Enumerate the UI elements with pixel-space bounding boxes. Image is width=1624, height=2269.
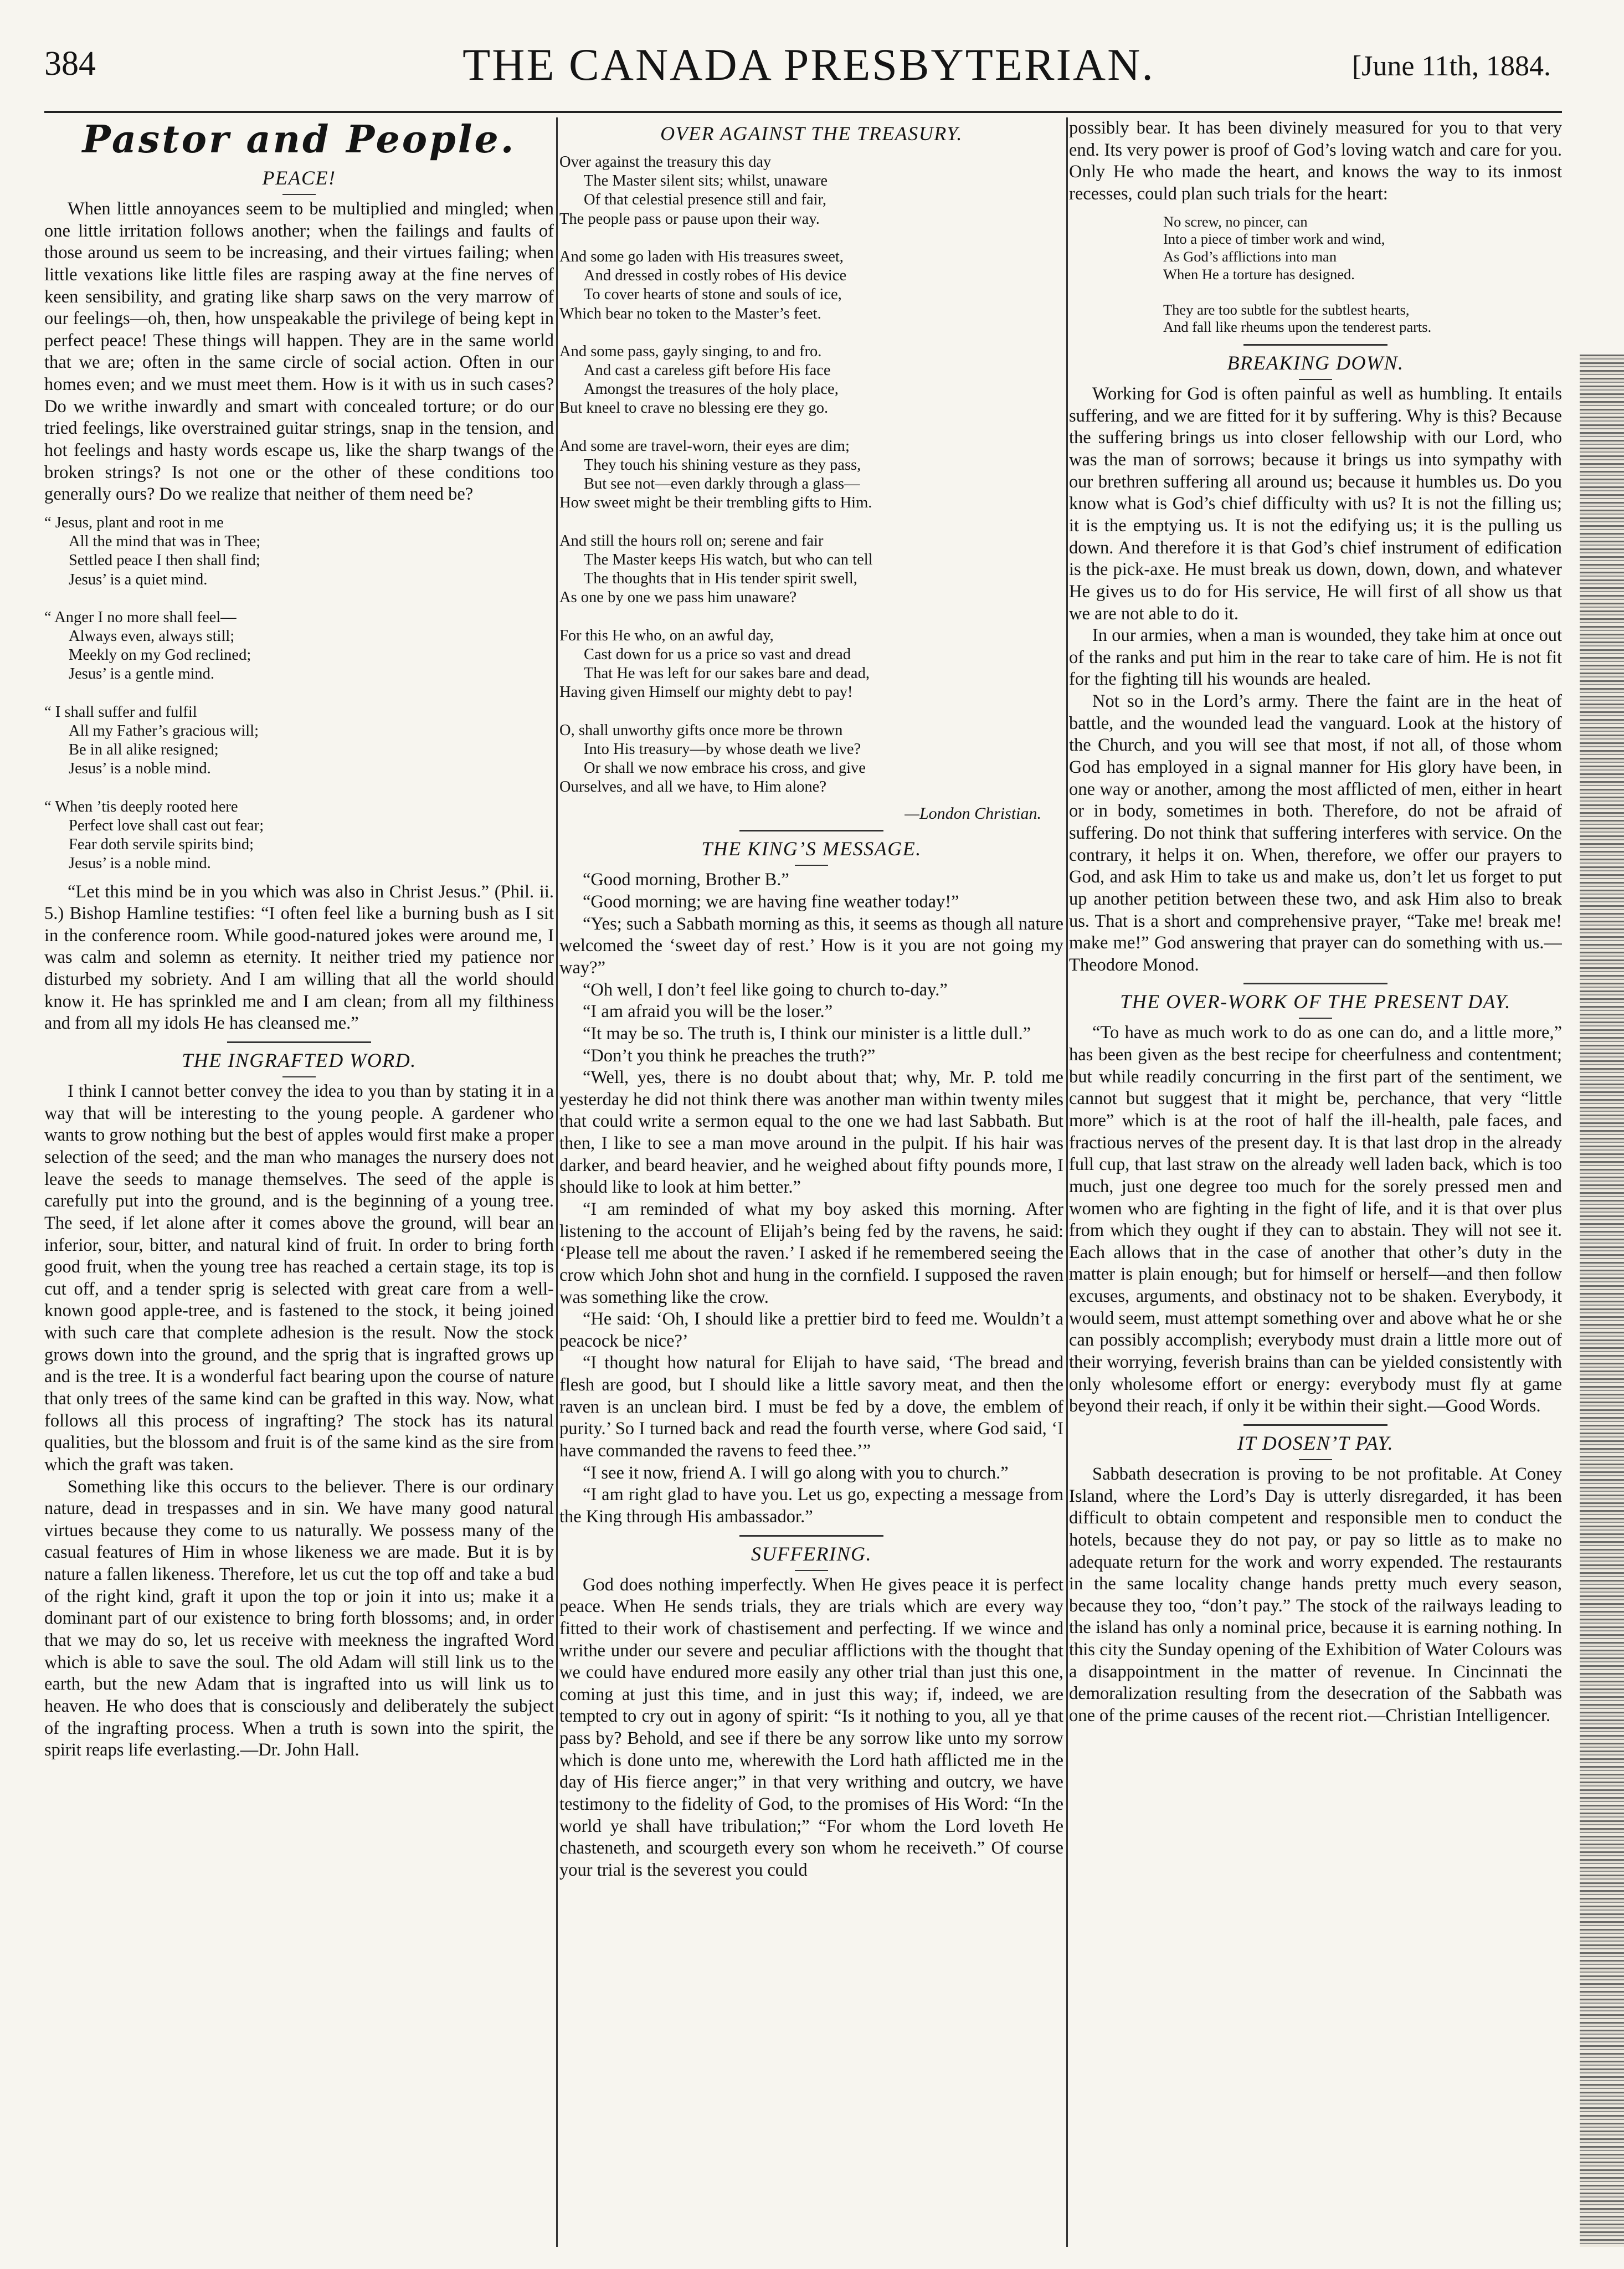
poem-attribution: —London Christian. — [904, 804, 1041, 823]
verse-line — [44, 684, 554, 703]
verse-line: Having given Himself our mighty debt to pay! — [559, 684, 853, 701]
verse-line: Always even, always still; — [69, 628, 235, 645]
dialogue-paragraph: “I am right glad to have you. Let us go, expecting a message from the King through His ambassador.” — [559, 1485, 1063, 1527]
verse-line: They are too subtle for the subtlest hearts, — [1163, 301, 1410, 318]
verse-line: As God’s afflictions into man — [1163, 248, 1337, 265]
verse-line: And cast a careless gift before His face — [584, 362, 831, 379]
dialogue-paragraph: “Oh well, I don’t feel like going to church to-day.” — [583, 979, 948, 1000]
verse-line: And still the hours roll on; serene and fair — [559, 532, 824, 550]
verse-line: Jesus’ is a noble mind. — [69, 760, 211, 778]
title-rule — [1299, 1018, 1332, 1019]
verse-line: Of that celestial presence still and fair, — [584, 191, 827, 209]
column-1 — [44, 117, 554, 2252]
dialogue-paragraph: “Don’t you think he preaches the truth?” — [583, 1045, 876, 1066]
verse-line — [559, 702, 1063, 721]
newspaper-title: THE CANADA PRESBYTERIAN. — [462, 39, 1155, 90]
verse-line: “ When ’tis deeply rooted here — [44, 798, 238, 815]
verse-line: Which bear no token to the Master’s feet. — [559, 305, 821, 322]
verse-line: The Master keeps His watch, but who can tell — [584, 551, 873, 568]
article-paragraph: “Let this mind be in you which was also in Christ Jesus.” (Phil. ii. 5.) Bishop Hamline testifies: “I often feel like a burning bush as I sit in the conference room. While good-natured jokes were around me, I was calm and solemn as eternity. It neither tried my patience nor disturbed my sobriety. And I am willing that all the world should know it. He has sprinkled me and I am clean; from all my filthiness and from all my idols He has cleansed me.” — [44, 881, 554, 1034]
verse-line: Be in all alike resigned; — [69, 741, 219, 759]
quoted-verse — [1069, 213, 1562, 337]
verse-line: Ourselves, and all we have, to Him alone? — [559, 778, 826, 796]
verse-line — [559, 608, 1063, 627]
verse-line: Fear doth servile spirits bind; — [69, 836, 254, 854]
dialogue-paragraph: “Good morning, Brother B.” — [583, 870, 789, 890]
dialogue-paragraph: “Well, yes, there is no doubt about that; why, Mr. P. told me yesterday he did not think there was another man within twenty miles that could write a sermon equal to the one we had last Sabbath. But then, I like to see a man move around in the pulpit. If his hair was darker, and beard heavier, and he weighed about fifty pounds more, I should like to look at him better.” — [559, 1067, 1063, 1198]
dialogue — [559, 869, 1063, 1528]
article-paragraph: Working for God is often painful as well as humbling. It entails suffering, and we are fitted for it by suffering. Why is this? Because the suffering brings us into closer fellowship with our Lord, who was the man of sorrows; because it brings us into sympathy with our brethren suffering all around us; because it humbles us. Do you know what is God’s chief difficulty with us? It is not the filling us; it is the emptying us. It is not the edifying us; it is the pulling us down. And therefore it is that God’s chief instrument of edification is the pick-axe. He must break us down, down, down, and whatever He gives us to do for His service, He will first of all show us that we are not able to do it. — [1069, 384, 1562, 624]
column-divider — [1066, 117, 1068, 2247]
verse-line: Into His treasury—by whose death we live? — [584, 740, 861, 758]
section-rule — [1243, 344, 1387, 346]
section-banner: Pastor and People. — [82, 117, 516, 162]
title-rule — [795, 865, 828, 866]
verse-line: And fall like rheums upon the tenderest parts. — [1163, 319, 1432, 336]
verse-line: As one by one we pass him unaware? — [559, 589, 797, 607]
verse-line — [559, 229, 1063, 248]
verse-line: They touch his shining vesture as they pass, — [584, 456, 861, 474]
article-title: THE OVER-WORK OF THE PRESENT DAY. — [1120, 990, 1511, 1013]
dialogue-paragraph: “Good morning; we are having fine weather today!” — [583, 892, 959, 912]
article-paragraph: God does nothing imperfectly. When He gives peace it is perfect peace. When He sends trials, they are trials which are every way fitted to their work of chastisement and perfecting. If we wince and writhe under our severe and peculiar afflictions with the thought that we could have endured more easily any other trial than just this one, coming at just this time, and in just this way; if, indeed, we are tempted to cry out in agony of spirit: “Is it nothing to you, all ye that pass by? Behold, and see if there be any sorrow like unto my sorrow which is done unto me, wherewith the Lord hath afflicted me in the day of His fierce anger;” in that very writhing and outcry, we have testimony to the fidelity of God, to the promises of His Word: “In the world ye shall have tribulation;” “For whom the Lord loveth He chasteneth, and scourgeth every son whom he receiveth.” Of course your trial is the severest you could — [559, 1574, 1063, 1880]
verse-line: That He was left for our sakes bare and dead, — [584, 665, 870, 682]
verse-line: And dressed in costly robes of His device — [584, 267, 847, 285]
verse-line: Jesus’ is a quiet mind. — [69, 571, 208, 588]
verse-line — [559, 418, 1063, 437]
page-number: 384 — [44, 45, 96, 83]
section-rule — [1243, 983, 1387, 984]
verse-line: And some go laden with His treasures sweet, — [559, 248, 844, 265]
dialogue-paragraph: “I am reminded of what my boy asked this morning. After listening to the account of Elijah’s being fed by the ravens, he said: ‘Please tell me about the raven.’ I asked if he remembered seeing the crow which John shot and hung in the cornfield. I supposed the raven was something like the crow. — [559, 1199, 1063, 1307]
title-rule — [1299, 379, 1332, 380]
verse-line: For this He who, on an awful day, — [559, 627, 774, 644]
verse-line: And some are travel-worn, their eyes are dim; — [559, 437, 850, 455]
verse-line: O, shall unworthy gifts once more be thrown — [559, 721, 843, 739]
verse-line: “ Jesus, plant and root in me — [44, 514, 224, 531]
title-rule — [795, 1570, 828, 1571]
verse-line: Jesus’ is a noble mind. — [69, 855, 211, 872]
verse-line: When He a torture has designed. — [1163, 265, 1355, 283]
verse-line — [1163, 284, 1562, 301]
verse-line — [559, 324, 1063, 342]
section-rule — [1243, 1424, 1387, 1426]
section-rule — [739, 830, 883, 831]
scan-edge-texture — [1580, 355, 1624, 2247]
column-3 — [1069, 117, 1562, 2252]
dialogue-paragraph: “I am afraid you will be the loser.” — [583, 1002, 833, 1022]
poem-verses — [559, 153, 1063, 797]
verse-line: The people pass or pause upon their way. — [559, 210, 820, 228]
dialogue-paragraph: “Yes; such a Sabbath morning as this, it seems as though all nature welcomed the ‘sweet day of rest.’ How is it you are not going my way?” — [559, 913, 1063, 978]
section-rule — [227, 1041, 371, 1043]
title-rule — [282, 1076, 316, 1077]
hymn-verses — [44, 514, 554, 874]
article-title: THE INGRAFTED WORD. — [182, 1049, 417, 1072]
title-rule — [1299, 1459, 1332, 1460]
article-paragraph: “To have as much work to do as one can do, and a little more,” has been given as the best recipe for cheerfulness and contentment; but while readily concurring in the first part of the sentiment, we cannot but suggest that it might be, perchance, that very “little more” which is at the root of half the ill-health, pale faces, and fractious nerves of the present day. It is that last drop in the already full cup, that last straw on the already well laden back, which is too much, just one degree too much for the sorely pressed men and women who are fighting in the fight of life, and it is that over plus from which they ought if they can to abstain. They will not see it. Each allows that in the case of another that other’s duty in the matter is plain enough; but for himself or herself—and then follow excuses, arguments, and obstinacy not to be shaken. Everybody, it would seem, must attempt something over and above what he or she can possibly accomplish; everybody must drain a little more out of their worrying, feverish brains than can be yielded consistently with only wholesome effort or energy: everybody must fly at game beyond their reach, if only it be within their sight.—Good Words. — [1069, 1023, 1562, 1416]
verse-line: Amongst the treasures of the holy place, — [584, 381, 839, 398]
masthead — [22, 39, 1595, 105]
verse-line: And some pass, gayly singing, to and fro. — [559, 342, 822, 360]
verse-line: Over against the treasury this day — [559, 153, 772, 171]
verse-line: All my Father’s gracious will; — [69, 722, 259, 740]
verse-line: The Master silent sits; whilst, unaware — [584, 172, 828, 190]
verse-line — [44, 589, 554, 608]
verse-line: Perfect love shall cast out fear; — [69, 817, 264, 834]
article-paragraph: Not so in the Lord’s army. There the faint are in the heat of battle, and the wounded lead the vanguard. Look at the history of the Church, and you will see that most, if not all, of those whom God has employed in a signal manner for His glory have been, in one way or another, among the most afflicted of men, either in heart or in body, sometimes in both. Therefore, do not be afraid of suffering. Do not think that suffering interferes with service. On the contrary, it helps it on. When, therefore, we offer our prayers to God, and ask Him to take us and make us, don’t let us forget to put up another petition between these two, and ask Him also to break us. That is a short and comprehensive prayer, “Take me! break me! make me!” God answering that prayer can do something with us.—Theodore Monod. — [1069, 691, 1562, 975]
article-paragraph: In our armies, when a man is wounded, they take him at once out of the ranks and put him in the rear to take care of him. He is not fit for the fighting till his wounds are healed. — [1069, 625, 1562, 690]
dialogue-paragraph: “It may be so. The truth is, I think our minister is a little dull.” — [583, 1023, 1031, 1044]
article-title: OVER AGAINST THE TREASURY. — [660, 122, 963, 145]
section-rule — [739, 1535, 883, 1537]
issue-date: [June 11th, 1884. — [1351, 50, 1551, 82]
article-paragraph: possibly bear. It has been divinely measured for you to that very end. Its very power is proof of God’s loving watch and care for you. Only He who made the heart, and knows the way to its inmost recesses, could plan such trials for the heart: — [1069, 118, 1562, 204]
verse-line: But kneel to crave no blessing ere they go. — [559, 399, 829, 417]
verse-line: “ I shall suffer and fulfil — [44, 703, 197, 721]
article-paragraph: Sabbath desecration is proving to be not profitable. At Coney Island, where the Lord’s Day is utterly disregarded, it has been difficult to obtain competent and responsible men to conduct the hotels, because they do not pay, or pay so little as to make no adequate return for the work and worry expended. The restaurants in the same locality change hands pretty much every season, because they too, “don’t pay.” The stock of the railways leading to the island has only a nominal price, because it is earning nothing. In this city the Sunday opening of the Exhibition of Water Colours was a disappointment in the matter of revenue. In Cincinnati the demoralization resulting from the desecration of the Sabbath was one of the prime causes of the recent riot.—Christian Intelligencer. — [1069, 1464, 1562, 1726]
masthead-rule — [44, 111, 1562, 113]
verse-line: Settled peace I then shall find; — [69, 552, 260, 569]
verse-line: To cover hearts of stone and souls of ice, — [584, 286, 842, 304]
article-paragraph: I think I cannot better convey the idea to you than by stating it in a way that will be interesting to the young people. A gardener who wants to grow nothing but the best of apples would first make a proper selection of the seed; and the man who manages the nursery does not leave the seeds to manage themselves. The seed of the apple is carefully put into the ground, and is the beginning of a young tree. The seed, if let alone after it comes above the ground, will bear an inferior, sour, bitter, and natural kind of fruit. In order to bring forth good fruit, when the young tree has reached a certain stage, its top is cut off, and a tender sprig is selected with great care from a well-known good apple-tree, and is fastened to the stock, it being joined with such care that complete adhesion is the result. Now the stock grows down into the ground, and the sprig that is ingrafted grows up and is the tree. It is a wonderful fact bearing upon the course of nature that only trees of the same kind can be grafted in this way. Now, what follows all this process of ingrafting? The stock has its natural qualities, but the blossom and fruit is of the same kind as the sire from which the graft was taken. — [44, 1081, 554, 1475]
dialogue-paragraph: “I see it now, friend A. I will go along with you to church.” — [583, 1462, 1009, 1483]
verse-line: “ Anger I no more shall feel— — [44, 608, 237, 626]
column-divider — [556, 117, 558, 2247]
article-paragraph: Something like this occurs to the believer. There is our ordinary nature, dead in trespasses and in sin. We have many good natural virtues because they come to us naturally. We possess many of the casual features of Him in whose likeness we are made. But it is by nature a fallen likeness. Therefore, let us cut the top off and take a bud of the right kind, graft it upon the top or join it into us; make it a dominant part of our existence to bring forth blossoms; and, in order that we may do so, let us receive with meekness the ingrafted Word which is able to save the soul. The old Adam will still link us to the earth, but the new Adam that is ingrafted into us will link us to heaven. He who does that is consciously and deliberately the subject of the ingrafting process. When a truth is sown into the spirit, the spirit reaps life everlasting.—Dr. John Hall. — [44, 1476, 554, 1760]
verse-line: The thoughts that in His tender spirit swell, — [584, 570, 857, 588]
verse-line: But see not—even darkly through a glass— — [584, 475, 860, 493]
verse-line: Jesus’ is a gentle mind. — [69, 665, 215, 683]
verse-line: No screw, no pincer, can — [1163, 213, 1308, 230]
dialogue-paragraph: “I thought how natural for Elijah to have said, ‘The bread and flesh are good, but I should like a little savory meat, and then the raven is an unclean bird. I must be fed by a dove, the emblem of purity.’ So I turned back and read the fourth verse, where God said, ‘I have commanded the ravens to feed thee.’” — [559, 1353, 1063, 1461]
column-2 — [559, 117, 1063, 2252]
article-title: IT DOSEN’T PAY. — [1237, 1431, 1394, 1454]
dialogue-paragraph: “He said: ‘Oh, I should like a prettier bird to feed me. Wouldn’t a peacock be nice?’ — [559, 1309, 1063, 1351]
article-title: THE KING’S MESSAGE. — [701, 838, 922, 860]
article-paragraph: When little annoyances seem to be multiplied and mingled; when one little irritation follows another; when the failings and faults of those around us seem to be increasing, and their virtues failing; when little vexations like little files are rasping away at the fine nerves of keen sensibility, and grating like sharp saws on the very marrow of our feelings—oh, then, how unspeakable the privilege of being kept in perfect peace! These things will happen. They are in the same world that we are; often in the same circle of social action. Often in our homes even; and we must meet them. How is it with us in such cases? Do we writhe inwardly and smart with concealed torture; or do our tried feelings, like overstrained guitar strings, snap in the tension, and hot feelings and hasty words escape us, like the sharp twangs of the broken strings? Is not one or the other of these conditions too generally ours? Do we realize that neither of them need be? — [44, 199, 554, 505]
article-title: BREAKING DOWN. — [1227, 352, 1404, 374]
verse-line: All the mind that was in Thee; — [69, 533, 261, 551]
verse-line: Meekly on my God reclined; — [69, 646, 251, 664]
verse-line — [559, 513, 1063, 532]
article-title: SUFFERING. — [751, 1542, 872, 1565]
verse-line: Into a piece of timber work and wind, — [1163, 230, 1385, 248]
article-title: PEACE! — [262, 167, 336, 189]
verse-line: How sweet might be their trembling gifts to Him. — [559, 494, 872, 512]
verse-line — [44, 779, 554, 798]
verse-line: Or shall we now embrace his cross, and give — [584, 759, 866, 777]
title-rule — [282, 194, 316, 195]
verse-line: Cast down for us a price so vast and dread — [584, 645, 851, 663]
